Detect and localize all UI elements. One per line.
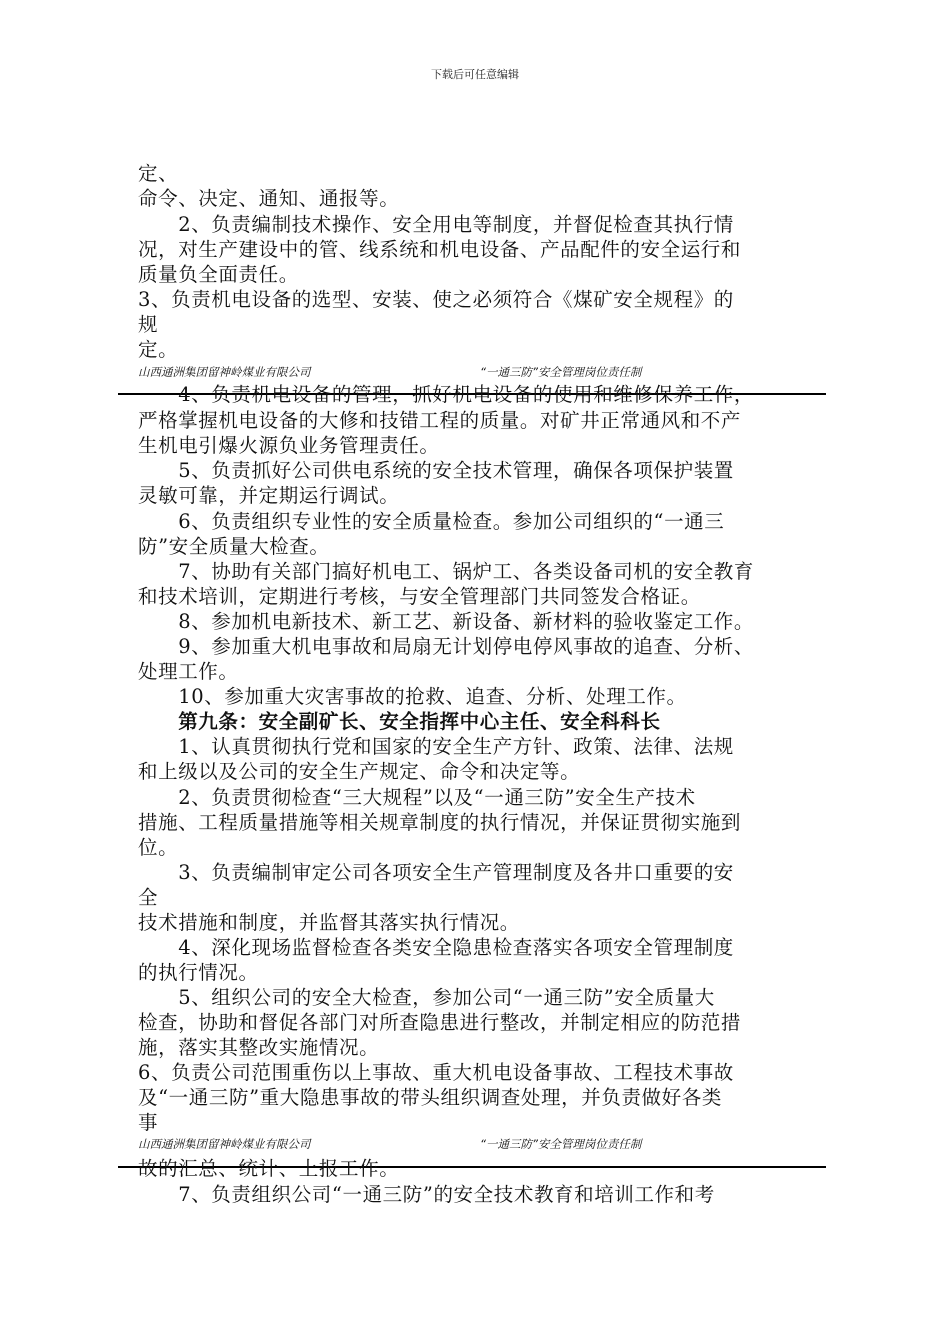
text-line: 及“一通三防”重大隐患事故的带头组织调查处理，并负责做好各类	[138, 1086, 722, 1109]
text-line: 施，落实其整改实施情况。	[138, 1036, 380, 1059]
text-line: 防”安全质量大检查。	[138, 535, 330, 558]
running-header-title: “一通三防”安全管理岗位责任制	[480, 365, 642, 379]
running-header-company: 山西通洲集团留神岭煤业有限公司	[138, 365, 311, 379]
text-line: 位。	[138, 836, 179, 859]
section-heading: 第九条：安全副矿长、安全指挥中心主任、安全科科长	[138, 710, 661, 733]
text-line: 生机电引爆火源负业务管理责任。	[138, 434, 440, 457]
text-line: 9、参加重大机电事故和局扇无计划停电停风事故的追查、分析、	[138, 635, 755, 658]
text-line: 2、负责编制技术操作、安全用电等制度，并督促检查其执行情	[138, 213, 734, 236]
text-line: 故的汇总、统计、上报工作。	[138, 1157, 400, 1180]
text-line: 8、参加机电新技术、新工艺、新设备、新材料的验收鉴定工作。	[138, 610, 755, 633]
text-line: 2、负责贯彻检查“三大规程”以及“一通三防”安全生产技术	[138, 786, 696, 809]
text-line: 7、负责组织公司“一通三防”的安全技术教育和培训工作和考	[138, 1183, 715, 1206]
text-line: 检查，协助和督促各部门对所查隐患进行整改，并制定相应的防范措	[138, 1011, 742, 1034]
running-header-title: “一通三防”安全管理岗位责任制	[480, 1137, 642, 1151]
text-line: 措施、工程质量措施等相关规章制度的执行情况，并保证贯彻实施到	[138, 811, 742, 834]
text-line: 灵敏可靠，并定期运行调试。	[138, 484, 400, 507]
text-line: 和上级以及公司的安全生产规定、命令和决定等。	[138, 760, 581, 783]
text-line: 况，对生产建设中的管、线系统和机电设备、产品配件的安全运行和	[138, 238, 742, 261]
text-line: 3、负责编制审定公司各项安全生产管理制度及各井口重要的安	[138, 861, 734, 884]
text-line: 事	[138, 1111, 159, 1134]
text-line: 5、负责抓好公司供电系统的安全技术管理，确保各项保护装置	[138, 459, 734, 482]
text-line: 定、	[138, 162, 179, 185]
text-line: 严格掌握机电设备的大修和技错工程的质量。对矿井正常通风和不产	[138, 409, 742, 432]
running-header-1	[138, 364, 718, 380]
text-line: 全	[138, 886, 159, 909]
running-header-2	[138, 1136, 718, 1152]
text-line: 技术措施和制度，并监督其落实执行情况。	[138, 911, 520, 934]
text-line: 6、负责公司范围重伤以上事故、重大机电设备事故、工程技术事故	[138, 1061, 734, 1084]
running-header-company: 山西通洲集团留神岭煤业有限公司	[138, 1137, 311, 1151]
text-line: 处理工作。	[138, 660, 239, 683]
text-line: 规	[138, 313, 159, 336]
text-line: 1、认真贯彻执行党和国家的安全生产方针、政策、法律、法规	[138, 735, 734, 758]
text-line: 6、负责组织专业性的安全质量检查。参加公司组织的“一通三	[138, 510, 725, 533]
text-line: 7、协助有关部门搞好机电工、锅炉工、各类设备司机的安全教育	[138, 560, 755, 583]
text-line: 和技术培训，定期进行考核，与安全管理部门共同签发合格证。	[138, 585, 701, 608]
text-line: 命令、决定、通知、通报等。	[138, 187, 400, 210]
text-line: 3、负责机电设备的选型、安装、使之必须符合《煤矿安全规程》的	[138, 288, 734, 311]
text-line: 4、负责机电设备的管理，抓好机电设备的使用和维修保养工作，	[138, 383, 755, 406]
download-note: 下载后可任意编辑	[431, 68, 519, 81]
text-line: 的执行情况。	[138, 961, 259, 984]
text-line: 5、组织公司的安全大检查，参加公司“一通三防”安全质量大	[138, 986, 715, 1009]
text-line: 4、深化现场监督检查各类安全隐患检查落实各项安全管理制度	[138, 936, 734, 959]
text-line: 10、参加重大灾害事故的抢救、追查、分析、处理工作。	[138, 685, 687, 708]
text-line: 定。	[138, 338, 179, 361]
text-line: 质量负全面责任。	[138, 263, 299, 286]
